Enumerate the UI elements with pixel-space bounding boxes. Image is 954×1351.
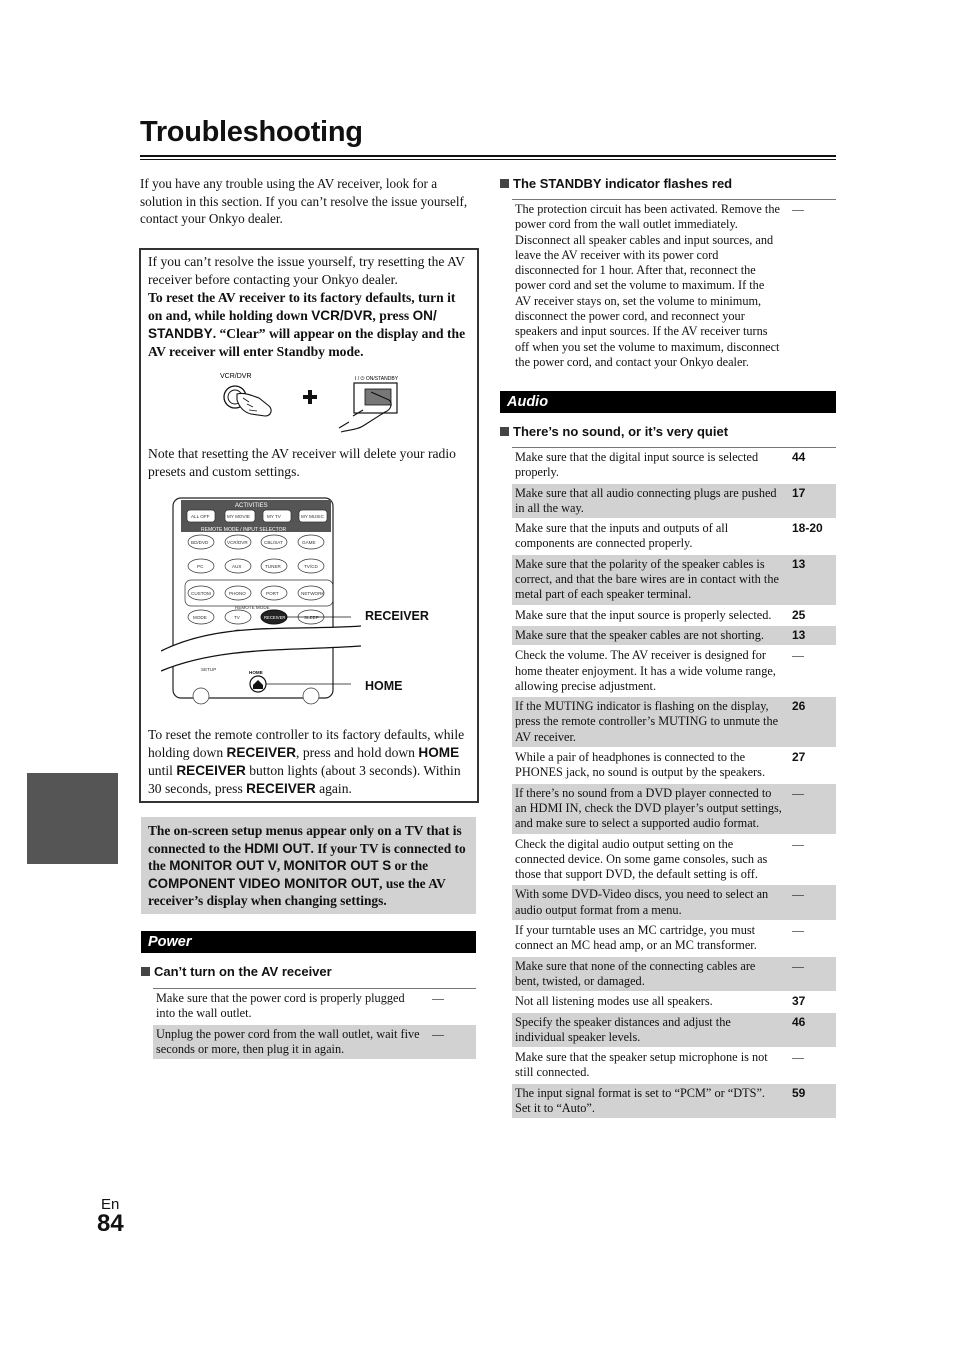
- remote-btn-port: PORT: [266, 591, 279, 596]
- row-page-ref: 37: [792, 994, 806, 1009]
- reset-note: Note that resetting the AV receiver will delete your radio presets and custom settings.: [148, 446, 456, 479]
- remote-home-label: HOME: [249, 670, 263, 675]
- table-row: [512, 1084, 836, 1120]
- remote-btn-vcr-dvr: VCR/DVR: [227, 540, 248, 545]
- table-row: [512, 606, 836, 626]
- table-row: [512, 200, 836, 373]
- table-row: [512, 646, 836, 697]
- side-tab: [27, 773, 118, 864]
- home-callout: HOME: [365, 679, 403, 693]
- row-page-ref: —: [792, 785, 804, 800]
- table-row: [512, 484, 836, 520]
- row-page-ref: 26: [792, 699, 806, 714]
- row-text: Make sure that all audio connecting plugs are pushed in all the way.: [515, 485, 777, 515]
- square-bullet-icon: [500, 427, 509, 436]
- remote-btn-tuner: TUNER: [265, 564, 281, 569]
- remote-btn-receiver: RECEIVER: [264, 615, 286, 620]
- audio-subhead: There’s no sound, or it’s very quiet: [500, 424, 728, 440]
- row-text: Make sure that the polarity of the speaker cables is correct, and that the bare wires are in contact with the metal part of each speaker terminal.: [515, 556, 779, 602]
- row-text: The input signal format is set to “PCM” or “DTS”. Set it to “Auto”.: [515, 1085, 765, 1115]
- power-table: [153, 988, 476, 1060]
- vcr-dvr-label: VCR/DVR: [220, 373, 252, 380]
- row-text: Not all listening modes use all speakers.: [515, 994, 713, 1009]
- row-page-ref: 44: [792, 450, 806, 464]
- table-row: [512, 697, 836, 748]
- row-text: Make sure that the power cord is properly plugged into the wall outlet.: [156, 991, 405, 1021]
- row-page-ref: 27: [792, 750, 806, 765]
- row-page-ref: 46: [792, 1014, 806, 1029]
- row-page-ref: 18-20: [792, 521, 823, 536]
- receiver-callout: RECEIVER: [365, 609, 429, 623]
- reset-intro: If you can’t resolve the issue yourself, try resetting the AV receiver before contacting your Onkyo dealer.: [148, 254, 465, 287]
- row-page-ref: —: [792, 887, 804, 902]
- table-row: [512, 1013, 836, 1049]
- row-text: The protection circuit has been activated. Remove the power cord from the wall outlet immediately. Disconnect all speaker cables and input sources, and leave the AV receiver with its power cord disconnected for 1 hour. After that, reconnect the power cord and set the volume to maximum. If the AV receiver stays on, set the volume to minimum, disconnect the power cord, and reconnect your speakers and input sources. If the AV receiver turns off when you set the volume to maximum, disconnect the power cord, and contact your Onkyo dealer.: [515, 202, 780, 369]
- section-audio: Audio: [500, 391, 836, 413]
- row-page-ref: —: [792, 836, 804, 851]
- remote-btn-my-music: MY MUSIC: [301, 514, 324, 519]
- row-text: Make sure that the input source is properly selected.: [515, 607, 772, 622]
- table-row: [512, 992, 836, 1012]
- row-page-ref: —: [432, 1026, 444, 1041]
- row-page-ref: 13: [792, 556, 806, 571]
- remote-btn-pc: PC: [197, 564, 204, 569]
- remote-controller-illustration: [161, 496, 361, 706]
- page-title: Troubleshooting: [140, 116, 363, 148]
- title-rule: [140, 155, 836, 160]
- section-power: Power: [141, 931, 476, 953]
- remote-btn-sleep: SLEEP: [304, 615, 319, 620]
- remote-btn-custom: CUSTOM: [191, 591, 211, 596]
- table-row: [512, 626, 836, 646]
- row-text: Make sure that none of the connecting cables are bent, twisted, or damaged.: [515, 958, 756, 988]
- row-text: If there’s no sound from a DVD player connected to an HDMI IN, check the DVD player’s output settings, and make sure to select a supported audio format.: [515, 785, 782, 831]
- table-row: [512, 921, 836, 957]
- remote-btn-phono: PHONO: [229, 591, 246, 596]
- remote-btn-network: NETWORK: [301, 591, 325, 596]
- audio-table: [512, 447, 836, 1119]
- table-row: [512, 784, 836, 835]
- remote-btn-tv-cd: TV/CD: [304, 564, 318, 569]
- reset-button-illustration: [213, 370, 403, 442]
- row-text: Unplug the power cord from the wall outlet, wait five seconds or more, then plug it in again.: [156, 1026, 420, 1056]
- row-text: Specify the speaker distances and adjust the individual speaker levels.: [515, 1014, 731, 1044]
- standby-table: [512, 199, 836, 373]
- remote-btn-tv: TV: [234, 615, 240, 620]
- table-row: [153, 1025, 476, 1061]
- remote-btn-all-off: ALL OFF: [191, 514, 210, 519]
- table-row: [512, 448, 836, 484]
- table-row: [512, 1048, 836, 1084]
- remote-mode-label: REMOTE MODE: [235, 605, 270, 610]
- remote-activities-label: ACTIVITIES: [235, 503, 268, 509]
- on-standby-label: I / ⏻ ON/STANDBY: [355, 376, 399, 382]
- remote-btn-mode: MODE: [193, 615, 207, 620]
- intro-text: If you have any trouble using the AV receiver, look for a solution in this section. If you can’t resolve the issue yourself, contact your Onkyo dealer.: [140, 176, 468, 226]
- remote-selector-label: REMOTE MODE / INPUT SELECTOR: [201, 527, 287, 533]
- remote-btn-game: GAME: [302, 540, 316, 545]
- row-text: Check the volume. The AV receiver is designed for home theater enjoyment. It has a wide volume range, allowing precise adjustment.: [515, 648, 776, 693]
- remote-btn-my-tv: MY TV: [267, 514, 281, 519]
- row-page-ref: —: [792, 923, 804, 938]
- power-subhead: Can’t turn on the AV receiver: [141, 964, 332, 980]
- remote-btn-my-movie: MY MOVIE: [227, 514, 250, 519]
- row-text: With some DVD-Video discs, you need to select an audio output format from a menu.: [515, 887, 769, 917]
- row-page-ref: 13: [792, 627, 806, 642]
- row-page-ref: —: [432, 991, 444, 1005]
- square-bullet-icon: [500, 179, 509, 188]
- row-text: While a pair of headphones is connected to the PHONES jack, no sound is output by the speakers.: [515, 750, 766, 780]
- row-text: Check the digital audio output setting on the connected device. On some game consoles, such as those that support DVD, the default setting is off.: [515, 836, 768, 882]
- page-language: En: [101, 1196, 120, 1213]
- remote-btn-cbl-sat: CBL/SAT: [264, 540, 283, 545]
- table-row: [512, 835, 836, 886]
- table-row: [153, 989, 476, 1025]
- reset-instructions-box: [139, 248, 479, 803]
- row-text: Make sure that the digital input source is selected properly.: [515, 450, 759, 480]
- onscreen-menu-note: [141, 817, 476, 914]
- table-row: [512, 748, 836, 784]
- reset-receiver-instructions: To reset the AV receiver to its factory defaults, turn it on and, while holding down VCR/DVR, press ON/ STANDBY. “Clear” will appear on the display and the AV receiver will enter Standby mode.: [148, 290, 466, 359]
- row-page-ref: —: [792, 648, 804, 663]
- row-page-ref: 25: [792, 607, 806, 622]
- onscreen-menu-note-text: The on-screen setup menus appear only on a TV that is connected to the HDMI OUT. If your TV is connected to the MONITOR OUT V, MONITOR OUT S or the COMPONENT VIDEO MONITOR OUT, use the AV receiver’s display when changing settings.: [148, 823, 466, 908]
- table-row: [512, 957, 836, 993]
- row-text: Make sure that the inputs and outputs of all components are connected properly.: [515, 521, 729, 551]
- row-page-ref: —: [792, 958, 804, 973]
- row-text: Make sure that the speaker cables are not shorting.: [515, 627, 764, 642]
- standby-subhead: The STANDBY indicator flashes red: [500, 176, 732, 192]
- row-text: If your turntable uses an MC cartridge, you must connect an MC head amp, or an MC transformer.: [515, 923, 757, 953]
- table-row: [512, 555, 836, 606]
- row-text: If the MUTING indicator is flashing on the display, press the remote controller’s MUTING to unmute the AV receiver.: [515, 699, 779, 744]
- table-row: [512, 885, 836, 921]
- table-row: [512, 519, 836, 555]
- row-page-ref: —: [792, 202, 804, 216]
- row-page-ref: 17: [792, 485, 806, 500]
- remote-setup-label: SETUP: [201, 667, 217, 672]
- square-bullet-icon: [141, 967, 150, 976]
- row-page-ref: —: [792, 1050, 804, 1065]
- page-number: 84: [97, 1210, 124, 1237]
- row-page-ref: 59: [792, 1085, 806, 1100]
- remote-btn-bd-dvd: BD/DVD: [191, 540, 209, 545]
- reset-remote-instructions: To reset the remote controller to its factory defaults, while holding down RECEIVER, press and hold down HOME until RECEIVER button lights (about 3 seconds). Within 30 seconds, press RECEIVER again.: [148, 727, 465, 796]
- row-text: Make sure that the speaker setup microphone is not still connected.: [515, 1050, 768, 1080]
- remote-btn-aux: AUX: [232, 564, 242, 569]
